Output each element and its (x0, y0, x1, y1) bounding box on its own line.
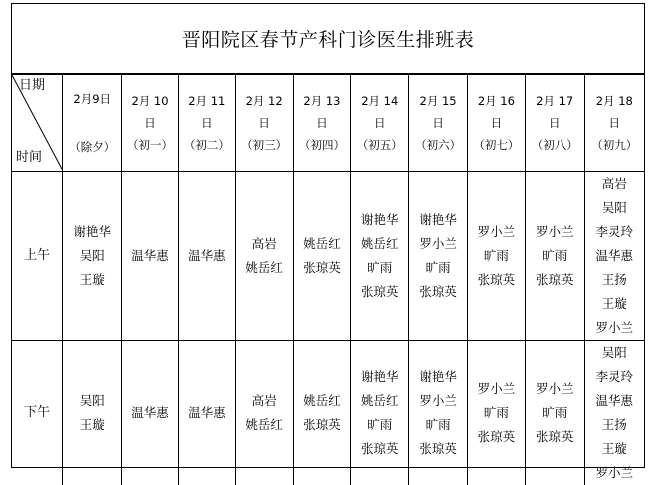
schedule-cell (293, 341, 351, 485)
doctor-name: 罗小兰 (585, 461, 644, 485)
doctor-name: 吴阳 (63, 389, 121, 413)
day-date: 2月 11 日 (179, 90, 235, 134)
schedule-cell (178, 341, 235, 485)
doctor-name: 旷雨 (468, 401, 525, 425)
corner-date-label: 日期 (19, 78, 45, 94)
day-lunar: （初六） (409, 134, 467, 156)
day-date: 2月 12 日 (236, 90, 293, 134)
doctor-name: 旷雨 (468, 244, 525, 268)
day-header (467, 75, 525, 172)
schedule-cell (63, 341, 122, 485)
doctor-name: 张琼英 (294, 256, 351, 280)
doctor-name: 张琼英 (351, 437, 408, 461)
doctor-name: 吴阳 (585, 196, 644, 220)
day-header (235, 75, 293, 172)
day-header (122, 75, 179, 172)
schedule-cell (122, 172, 179, 341)
doctor-name: 姚岳红 (351, 389, 408, 413)
day-header (351, 75, 409, 172)
doctor-name: 姚岳红 (294, 232, 351, 256)
schedule-cell (467, 341, 525, 485)
doctor-name: 温华惠 (585, 244, 644, 268)
doctor-name: 高岩 (236, 389, 293, 413)
schedule-cell (351, 172, 409, 341)
day-lunar: （初七） (468, 134, 525, 156)
day-lunar: （初一） (122, 134, 178, 156)
doctor-name: 谢艳华 (409, 208, 467, 232)
schedule-cell (584, 172, 644, 341)
doctor-name: 罗小兰 (468, 377, 525, 401)
corner-cell (12, 75, 63, 172)
doctor-name: 张琼英 (526, 268, 584, 292)
day-header (584, 75, 644, 172)
doctor-name: 李灵玲 (585, 220, 644, 244)
day-date: 2月 15 日 (409, 90, 467, 134)
day-date: 2月 14 日 (351, 90, 408, 134)
doctor-name: 罗小兰 (526, 377, 584, 401)
schedule-table (12, 74, 644, 485)
day-date: 2月 10 日 (122, 90, 178, 134)
doctor-name: 张琼英 (409, 280, 467, 304)
day-lunar: （初二） (179, 134, 235, 156)
doctor-name: 张琼英 (351, 280, 408, 304)
doctor-name: 高岩 (236, 232, 293, 256)
doctor-name: 谢艳华 (351, 208, 408, 232)
day-header (293, 75, 351, 172)
schedule-cell (235, 172, 293, 341)
header-row (12, 75, 644, 172)
doctor-name: 姚岳红 (294, 389, 351, 413)
doctor-name: 张琼英 (526, 425, 584, 449)
doctor-name: 旷雨 (409, 413, 467, 437)
schedule-cell (584, 341, 644, 485)
day-date: 2月 13 日 (294, 90, 351, 134)
schedule-cell (525, 341, 584, 485)
doctor-name: 谢艳华 (409, 365, 467, 389)
schedule-cell (235, 341, 293, 485)
schedule-cell (63, 172, 122, 341)
doctor-name: 吴阳 (585, 341, 644, 365)
day-lunar: （初四） (294, 134, 351, 156)
schedule-cell (409, 341, 468, 485)
doctor-name: 罗小兰 (526, 220, 584, 244)
day-lunar: （初八） (526, 134, 584, 156)
corner-time-label: 时间 (16, 150, 42, 166)
doctor-name: 吴阳 (63, 244, 121, 268)
day-lunar: （初九） (585, 134, 644, 156)
doctor-name: 王璇 (585, 437, 644, 461)
doctor-name: 王璇 (63, 268, 121, 292)
doctor-name: 旷雨 (409, 256, 467, 280)
schedule-cell (525, 172, 584, 341)
doctor-name: 谢艳华 (63, 220, 121, 244)
schedule-cell (467, 172, 525, 341)
doctor-name: 罗小兰 (468, 220, 525, 244)
doctor-name: 张琼英 (409, 437, 467, 461)
doctor-name: 王扬 (585, 268, 644, 292)
day-header (409, 75, 468, 172)
doctor-name: 姚岳红 (236, 256, 293, 280)
doctor-name: 温华惠 (122, 401, 178, 425)
schedule-sheet (11, 3, 645, 468)
schedule-cell (122, 341, 179, 485)
schedule-title: 晋阳院区春节产科门诊医生排班表 (12, 4, 644, 74)
doctor-name: 谢艳华 (351, 365, 408, 389)
doctor-name: 姚岳红 (236, 413, 293, 437)
schedule-cell (293, 172, 351, 341)
schedule-row-morning (12, 172, 644, 341)
doctor-name: 姚岳红 (351, 232, 408, 256)
doctor-name: 张琼英 (294, 413, 351, 437)
doctor-name: 温华惠 (179, 244, 235, 268)
doctor-name: 王扬 (585, 413, 644, 437)
doctor-name: 罗小兰 (585, 316, 644, 340)
schedule-cell (351, 341, 409, 485)
day-lunar: （除夕） (63, 136, 121, 158)
doctor-name: 李灵玲 (585, 365, 644, 389)
day-date: 2月9日 (63, 88, 121, 110)
day-date: 2月 16 日 (468, 90, 525, 134)
doctor-name: 旷雨 (351, 413, 408, 437)
doctor-name: 罗小兰 (409, 232, 467, 256)
doctor-name: 旷雨 (526, 244, 584, 268)
doctor-name: 旷雨 (351, 256, 408, 280)
day-header (178, 75, 235, 172)
day-header (525, 75, 584, 172)
day-date: 2月 18 日 (585, 90, 644, 134)
day-date: 2月 17 日 (526, 90, 584, 134)
period-label: 上午 (12, 172, 63, 341)
period-label: 下午 (12, 341, 63, 485)
schedule-cell (409, 172, 468, 341)
doctor-name: 高岩 (585, 172, 644, 196)
doctor-name: 王璇 (585, 292, 644, 316)
doctor-name: 王璇 (63, 413, 121, 437)
doctor-name: 张琼英 (468, 425, 525, 449)
doctor-name: 温华惠 (122, 244, 178, 268)
schedule-row-afternoon (12, 341, 644, 485)
day-header (63, 75, 122, 172)
doctor-name: 张琼英 (468, 268, 525, 292)
doctor-name: 温华惠 (179, 401, 235, 425)
day-lunar: （初五） (351, 134, 408, 156)
doctor-name: 旷雨 (526, 401, 584, 425)
day-lunar: （初三） (236, 134, 293, 156)
doctor-name: 罗小兰 (409, 389, 467, 413)
schedule-cell (178, 172, 235, 341)
doctor-name: 温华惠 (585, 389, 644, 413)
